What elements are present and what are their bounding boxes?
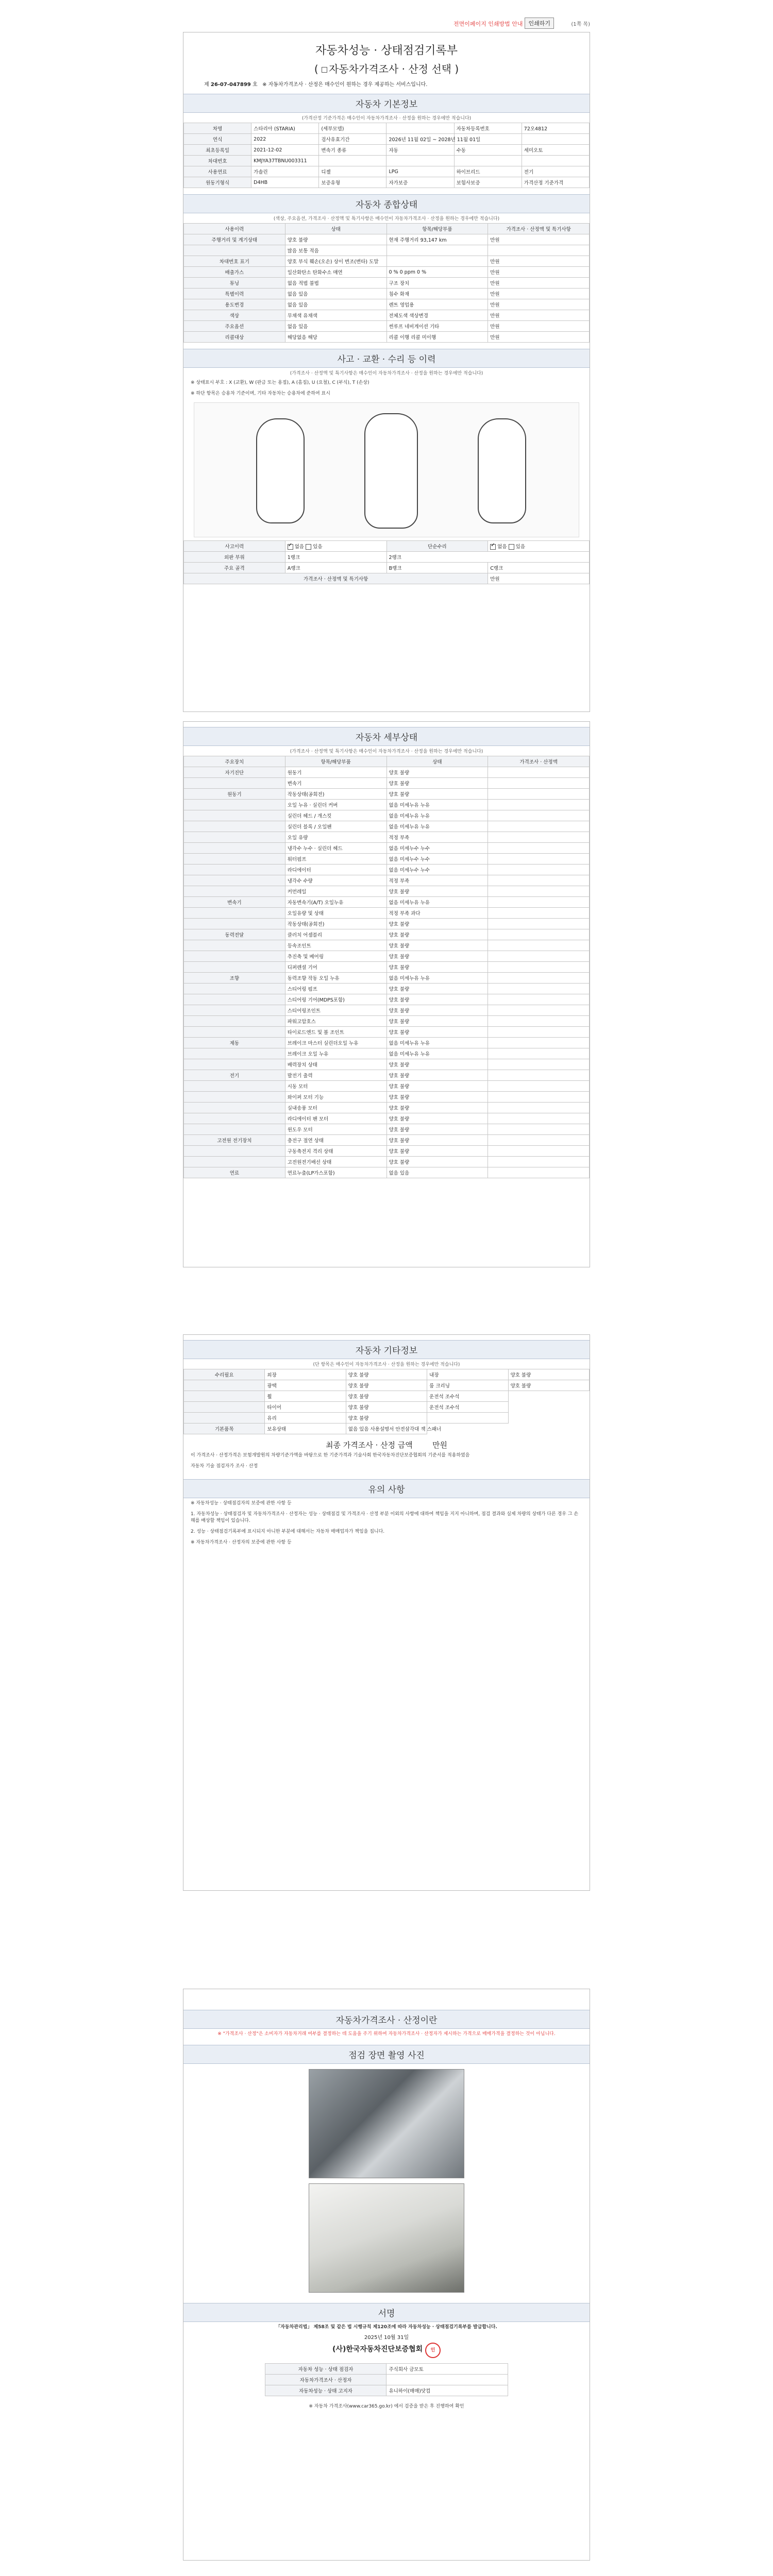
photos-section: 점검 장면 촬영 사진 [183,2045,590,2064]
sign-body: 「자동차관리법」 제58조 및 같은 법 시행규칙 제120조에 따라 자동차성능 · 상태점검기록부를 발급합니다. [276,2325,497,2330]
price-section: 자동차가격조사 · 산정이란 [183,2010,590,2029]
notice-p2: 1. 자동차성능 · 상태점검자 및 자동차가격조사 · 산정자는 성능 · 상태점검 및 가격조사 · 산정 부분 이외의 사항에 대하여 책임을 지지 아니하며, 점검 결과와 실제 차량의 상태가 다른 경우 그 손해를 배상할 책임이 있습니다. [191,1512,579,1523]
owner-label: 자동차 기술 점검자가 조사 · 산정 [191,1464,258,1469]
sign-row: 자동차 성능 · 상태 점검자 주식회사 금모토 [265,2364,508,2375]
top-bar [183,15,590,31]
detail-row: 실내송풍 모터 양호 불량 [184,1103,590,1113]
car-side-view [478,418,526,523]
detail-row: 스티어링 펌프 양호 불량 [184,984,590,994]
detail-row: 배력장치 상태 양호 불량 [184,1059,590,1070]
detail-row: 조향 동력조향 작동 오일 누유 없음 미세누유 누유 [184,973,590,984]
print-button[interactable]: 인쇄하기 [525,18,554,29]
detail-row: 변속기 자동변속기(A/T) 오일누유 없음 미세누유 누유 [184,897,590,908]
overview-table: 사용이력 상태 항목/해당부품 가격조사 · 산정액 및 특기사항 주행거리 및 계기상태 양호 불량 현재 주행거리 93,147 km 만원 많음 보통 적음 차대번호 표기 양호 부식 훼손(오손) 상이 변조(변타) 도말 만원 배출가스 일산화탄소 탄화수소 매연 0 % 0 ppm 0 % 만원 튜닝 없음 적법 불법 구조 장치 만원 특별이력 없음 있음 침수 화재 만원 용도변경 없음 있음 렌트 영업용 만원 색상 무채색 유채색 전체도색 색상변경 만원 주요옵션 없음 있음 썬루프 네비게이션 기타 만원 리콜대상 해당없음 해당 리콜 이행 리콜 미이행 만원 [183,223,590,343]
detail-row: 스티어링조인트 양호 불량 [184,1005,590,1016]
document-subtitle: ( 자동차가격조사 · 산정 선택 ) [314,63,459,75]
detail-row: 자기진단 원동기 양호 불량 [184,767,590,778]
sign-company: (사)한국자동차진단보증협회 인 [183,2343,590,2358]
sign-table [265,2363,509,2396]
detail-row: 냉각수 누수 · 실린더 헤드 없음 미세누수 누수 [184,843,590,854]
detail-row: 변속기 양호 불량 [184,778,590,789]
detail-row: 구동축전지 격리 상태 양호 불량 [184,1146,590,1157]
basic-row: 연식 2022 검사유효기간 2026년 11월 02일 ~ 2028년 11월 01일 [184,134,590,145]
detail-row: 오일유량 및 상태 적정 부족 과다 [184,908,590,919]
record-page-4 [183,1989,590,2561]
document-title: 자동차성능 · 상태점검기록부 [315,44,458,57]
detail-row: 제동 브레이크 마스터 실린더오일 누유 없음 미세누유 누유 [184,1038,590,1048]
record-page-2 [183,721,590,1267]
detail-row: 커먼레일 양호 불량 [184,886,590,897]
basic-row: 차대번호 KMJYA37TBNU003311 [184,156,590,166]
final-price-title: 최종 가격조사 · 산정 금액 만원 [326,1440,447,1450]
notice-p3: 2. 성능 · 상태점검기록부에 표시되지 아니한 부분에 대해서는 자동차 매매업자가 책임을 집니다. [191,1529,385,1534]
notice-section: 유의 사항 [183,1479,590,1498]
overview-row: 특별이력 없음 있음 침수 화재 만원 [184,289,590,299]
basic-row: 최초등록일 2021-12-02 변속기 종류 자동 수동 세미오토 [184,145,590,156]
stamp-icon: 인 [425,2343,441,2358]
detail-row: 오일 누유 · 실린더 커버 없음 미세누유 누유 [184,800,590,810]
detail-row: 윈도우 모터 양호 불량 [184,1124,590,1135]
detail-table: 주요장치 항목/해당부품 상태 가격조사 · 산정액 자기진단 원동기 양호 불량 변속기 양호 불량 원동기 작동상태(공회전) 양호 불량 오일 누유 · 실린더 커버 없음 미세누유 누유 실린더 헤드 / 개스킷 없음 미세누유 누유 실린더 블록 / 오일팬 없음 미세누유 누유 오일 유량 적정 부족 냉각수 누수 · 실린더 헤드 없음 미세누수 누수 워터펌프 없음 미세누수 누수 라디에이터 없음 미세누수 누수 냉각수 수량 적정 부족 커먼레일 양호 불량 변속기 자동변속기(A/T) 오일누유 없음 미세누유 누유 오일유량 및 상태 적정 부족 과다 작동상태(공회전) 양호 불량 동력전달 클러치 어셈블리 양호 불량 등속조인트 양호 불량 추진축 및 베어링 양호 불량 디퍼렌셜 기어 양호 불량 조향 동력조향 작동 오일 누유 없음 미세누유 누유 스티어링 펌프 양호 불량 스티어링 기어(MDPS포함) 양호 불량 스티어링조인트 양호 불량 파워고압호스 양호 불량 타이로드엔드 및 볼 조인트 양호 불량 제동 브레이크 마스터 실린더오일 누유 없음 미세누유 누유 브레이크 오일 누유 없음 미세누유 누유 배력장치 상태 양호 불량 전기 발전기 출력 양호 불량 시동 모터 양호 불량 와이퍼 모터 기능 양호 불량 실내송풍 모터 양호 불량 라디에이터 팬 모터 양호 불량 윈도우 모터 양호 불량 고전원 전기장치 충전구 절연 상태 양호 불량 구동축전지 격리 상태 양호 불량 고전원전기배선 상태 양호 불량 연료 연료누출(LP가스포함) 없음 있음 [183,756,590,1178]
detail-row: 파워고압호스 양호 불량 [184,1016,590,1027]
price-body: ※ "가격조사 · 산정"은 소비자가 자동차거래 여부를 결정하는 데 도움을 주기 위하여 자동차가격조사 · 산정자가 제시하는 가격으로 매매가격을 결정하는 것이 아닙니다. [217,2031,556,2037]
overview-row: 차대번호 표기 양호 부식 훼손(오손) 상이 변조(변타) 도말 만원 [184,256,590,267]
detail-row: 시동 모터 양호 불량 [184,1081,590,1092]
other-row: 광택 양호 불량 룸 크리닝 양호 불량 [184,1380,590,1391]
detail-row: 원동기 작동상태(공회전) 양호 불량 [184,789,590,800]
accident-note: (가격조사 · 산정액 및 특기사항은 매수인이 자동차가격조사 · 산정을 원하는 경우에만 적습니다) [290,371,483,376]
sign-row: 자동차성능 · 상태 고지자 유니하이(매매)닷컴 [265,2385,508,2396]
other-row: 기본품목 보유상태 없음 있음 사용설명서 안전삼각대 잭 스패너 [184,1423,590,1434]
detail-row: 연료 연료누출(LP가스포함) 없음 있음 [184,1167,590,1178]
detail-row: 고전원 전기장치 충전구 절연 상태 양호 불량 [184,1135,590,1146]
sign-row: 자동차가격조사 · 산정자 [265,2375,508,2385]
basic-info-section: 자동차 기본정보 [183,94,590,113]
basic-row: 사용연료 가솔린 디젤 LPG 하이브리드 전기 [184,166,590,177]
accident-section: 사고 · 교환 · 수리 등 이력 [183,349,590,368]
overview-row: 튜닝 없음 적법 불법 구조 장치 만원 [184,278,590,289]
overview-row: 많음 보통 적음 [184,245,590,256]
detail-row: 전기 발전기 출력 양호 불량 [184,1070,590,1081]
detail-row: 고전원전기배선 상태 양호 불량 [184,1157,590,1167]
final-price-note: 이 가격조사 · 산정가격은 보험개발원의 차량기준가액을 바탕으로 한 기준가격과 기술사회 한국자동차진단보증협회의 기준서를 적용하였음 [191,1453,470,1458]
other-table [183,1369,590,1434]
overview-row: 주요옵션 없음 있음 썬루프 네비게이션 기타 만원 [184,321,590,332]
detail-row: 라디에이터 팬 모터 양호 불량 [184,1113,590,1124]
basic-info-table [183,123,590,188]
basic-row: 원동기형식 D4HB 보증유형 자가보증 보험사보증 가격산정 기준가격 [184,177,590,188]
doc-number-row: 제 26-07-047899 호 ※ 자동차가격조사 · 산정은 매수인이 원하는 경우 제공하는 서비스입니다. [204,82,428,88]
accident-table: 사고이력 ✓ 없음 있음 단순수리 ✓ 없음 있음 외판 부위 1랭크 2랭크 주요 골격 A랭크 B랭크 C랭크 가격조사 · 산정액 및 특기사항 만원 [183,540,590,584]
detail-row: 냉각수 수량 적정 부족 [184,875,590,886]
notice-p4: ※ 자동차가격조사 · 산정자의 보증에 관한 사항 등 [191,1540,292,1545]
sign-date: 2025년 10월 31일 [364,2335,409,2341]
car-front-view [364,413,418,529]
car-top-view [256,418,305,523]
detail-row: 작동상태(공회전) 양호 불량 [184,919,590,929]
inspection-photo-front [309,2069,464,2178]
detail-note: (가격조사 · 산정액 및 특기사항은 매수인이 자동차가격조사 · 산정을 원하는 경우에만 적습니다) [290,749,483,754]
record-page-1 [183,32,590,712]
detail-row: 와이퍼 모터 기능 양호 불량 [184,1092,590,1103]
overview-row: 배출가스 일산화탄소 탄화수소 매연 0 % 0 ppm 0 % 만원 [184,267,590,278]
notice-p1: ※ 자동차성능 · 상태점검자의 보증에 관한 사항 등 [191,1501,292,1506]
other-row: 수리필요 외장 양호 불량 내장 양호 불량 [184,1369,590,1380]
detail-row: 타이로드엔드 및 볼 조인트 양호 불량 [184,1027,590,1038]
detail-row: 오일 유량 적정 부족 [184,832,590,843]
detail-section: 자동차 세부상태 [183,727,590,746]
detail-row: 라디에이터 없음 미세누수 누수 [184,865,590,875]
detail-row: 브레이크 오일 누유 없음 미세누유 누유 [184,1048,590,1059]
other-row: 타이어 양호 불량 운전석 조수석 [184,1402,590,1413]
overview-row: 주행거리 및 계기상태 양호 불량 현재 주행거리 93,147 km 만원 [184,234,590,245]
record-page-3 [183,1334,590,1891]
detail-row: 추진축 및 베어링 양호 불량 [184,951,590,962]
other-section: 자동차 기타정보 [183,1340,590,1359]
detail-row: 실린더 헤드 / 개스킷 없음 미세누유 누유 [184,810,590,821]
sign-section: 서명 [183,2303,590,2322]
detail-row: 워터펌프 없음 미세누수 누수 [184,854,590,865]
print-notice-link[interactable]: 전면이페이지 인쇄방법 안내 [453,21,523,27]
basic-info-note: (가격산정 기준가격은 매수인이 자동차가격조사 · 산정을 원하는 경우에만 적습니다) [301,116,472,121]
overview-row: 리콜대상 해당없음 해당 리콜 이행 리콜 미이행 만원 [184,332,590,343]
accident-legend: ※ 상태표시 부호 : X (교환), W (판금 또는 용접), A (흠집), U (요철), C (부식), T (손상) [191,380,369,385]
other-note: (단 항목은 매수인이 자동차가격조사 · 산정을 원하는 경우에만 적습니다) [313,1362,460,1367]
accident-legend-2: ※ 하단 항목은 승용차 기준이며, 기타 자동차는 승용차에 준하여 표시 [191,391,330,396]
inspection-photo-rear [309,2183,464,2293]
detail-row: 동력전달 클러치 어셈블리 양호 불량 [184,929,590,940]
overview-row: 용도변경 없음 있음 렌트 영업용 만원 [184,299,590,310]
overview-section: 자동차 종합상태 [183,194,590,213]
other-row: 유리 양호 불량 [184,1413,590,1423]
overview-note: (색상, 주요옵션, 가격조사 · 산정액 및 특기사항은 매수인이 자동차가격조사 · 산정을 원하는 경우에만 적습니다) [273,216,500,222]
overview-row: 색상 무채색 유채색 전체도색 색상변경 만원 [184,310,590,321]
sign-footer: ※ 자동차 가격조사(www.car365.go.kr) 에서 검증을 받은 후 진행하여 확인 [309,2404,464,2409]
other-row: 휠 양호 불량 운전석 조수석 [184,1391,590,1402]
detail-row: 등속조인트 양호 불량 [184,940,590,951]
car-damage-diagram [194,402,579,537]
page-number: (1쪽 목) [571,22,590,27]
basic-row: 차명 스타리아 (STARIA) (세부모델) 자동차등록번호 72오4812 [184,123,590,134]
detail-row: 스티어링 기어(MDPS포함) 양호 불량 [184,994,590,1005]
detail-row: 디퍼렌셜 기어 양호 불량 [184,962,590,973]
detail-row: 실린더 블록 / 오일팬 없음 미세누유 누유 [184,821,590,832]
